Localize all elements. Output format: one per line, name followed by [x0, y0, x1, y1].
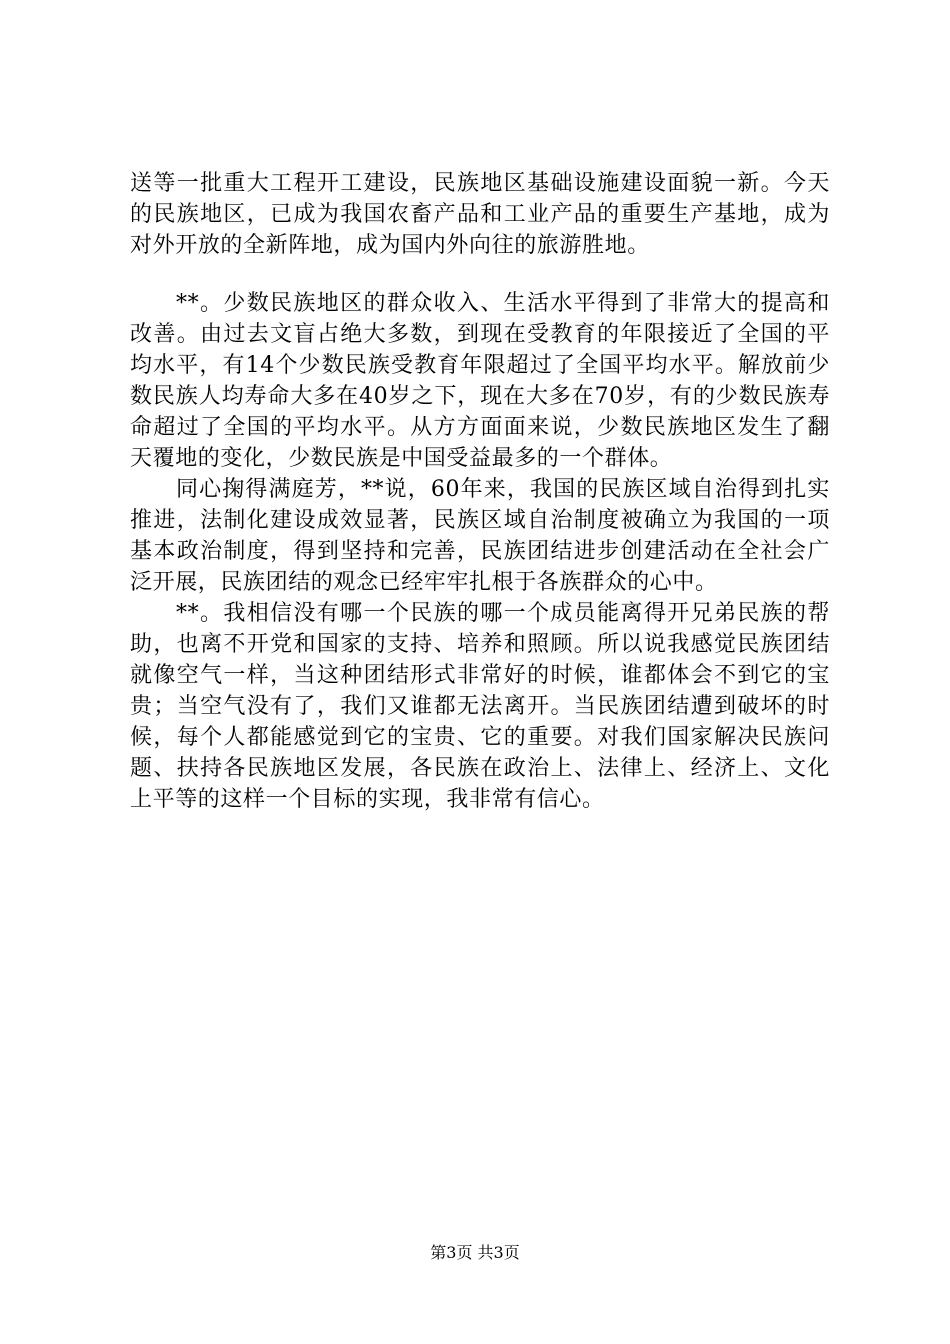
paragraph-4: **。我相信没有哪一个民族的哪一个成员能离得开兄弟民族的帮助，也离不开党和国家的支持、培养和照顾。所以说我感觉民族团结就像空气一样，当这种团结形式非常好的时候，谁都体会不到它的宝贵；当空气没有了，我们又谁都无法离开。当民族团结遭到破坏的时候，每个人都能感觉到它的宝贵、它的重要。对我们国家解决民族问题、扶持各民族地区发展，各民族在政治上、法律上、经济上、文化上平等的这样一个目标的实现，我非常有信心。	[130, 601, 830, 812]
page-footer: 第3页 共3页	[430, 1243, 520, 1262]
document-body	[130, 168, 830, 815]
paragraph-1: 送等一批重大工程开工建设，民族地区基础设施建设面貌一新。今天的民族地区，已成为我国农畜产品和工业产品的重要生产基地，成为对外开放的全新阵地，成为国内外向往的旅游胜地。	[130, 171, 830, 258]
paragraph-3: 同心掬得满庭芳，**说，60年来，我国的民族区域自治得到扎实推进，法制化建设成效显著，民族区域自治制度被确立为我国的一项基本政治制度，得到坚持和完善，民族团结进步创建活动在全社会广泛开展，民族团结的观念已经牢牢扎根于各族群众的心中。	[130, 477, 830, 595]
paragraph-2: **。少数民族地区的群众收入、生活水平得到了非常大的提高和改善。由过去文盲占绝大多数，到现在受教育的年限接近了全国的平均水平，有14个少数民族受教育年限超过了全国平均水平。解放前少数民族人均寿命大多在40岁之下，现在大多在70岁，有的少数民族寿命超过了全国的平均水平。从方方面面来说，少数民族地区发生了翻天覆地的变化，少数民族是中国受益最多的一个群体。	[130, 291, 830, 471]
